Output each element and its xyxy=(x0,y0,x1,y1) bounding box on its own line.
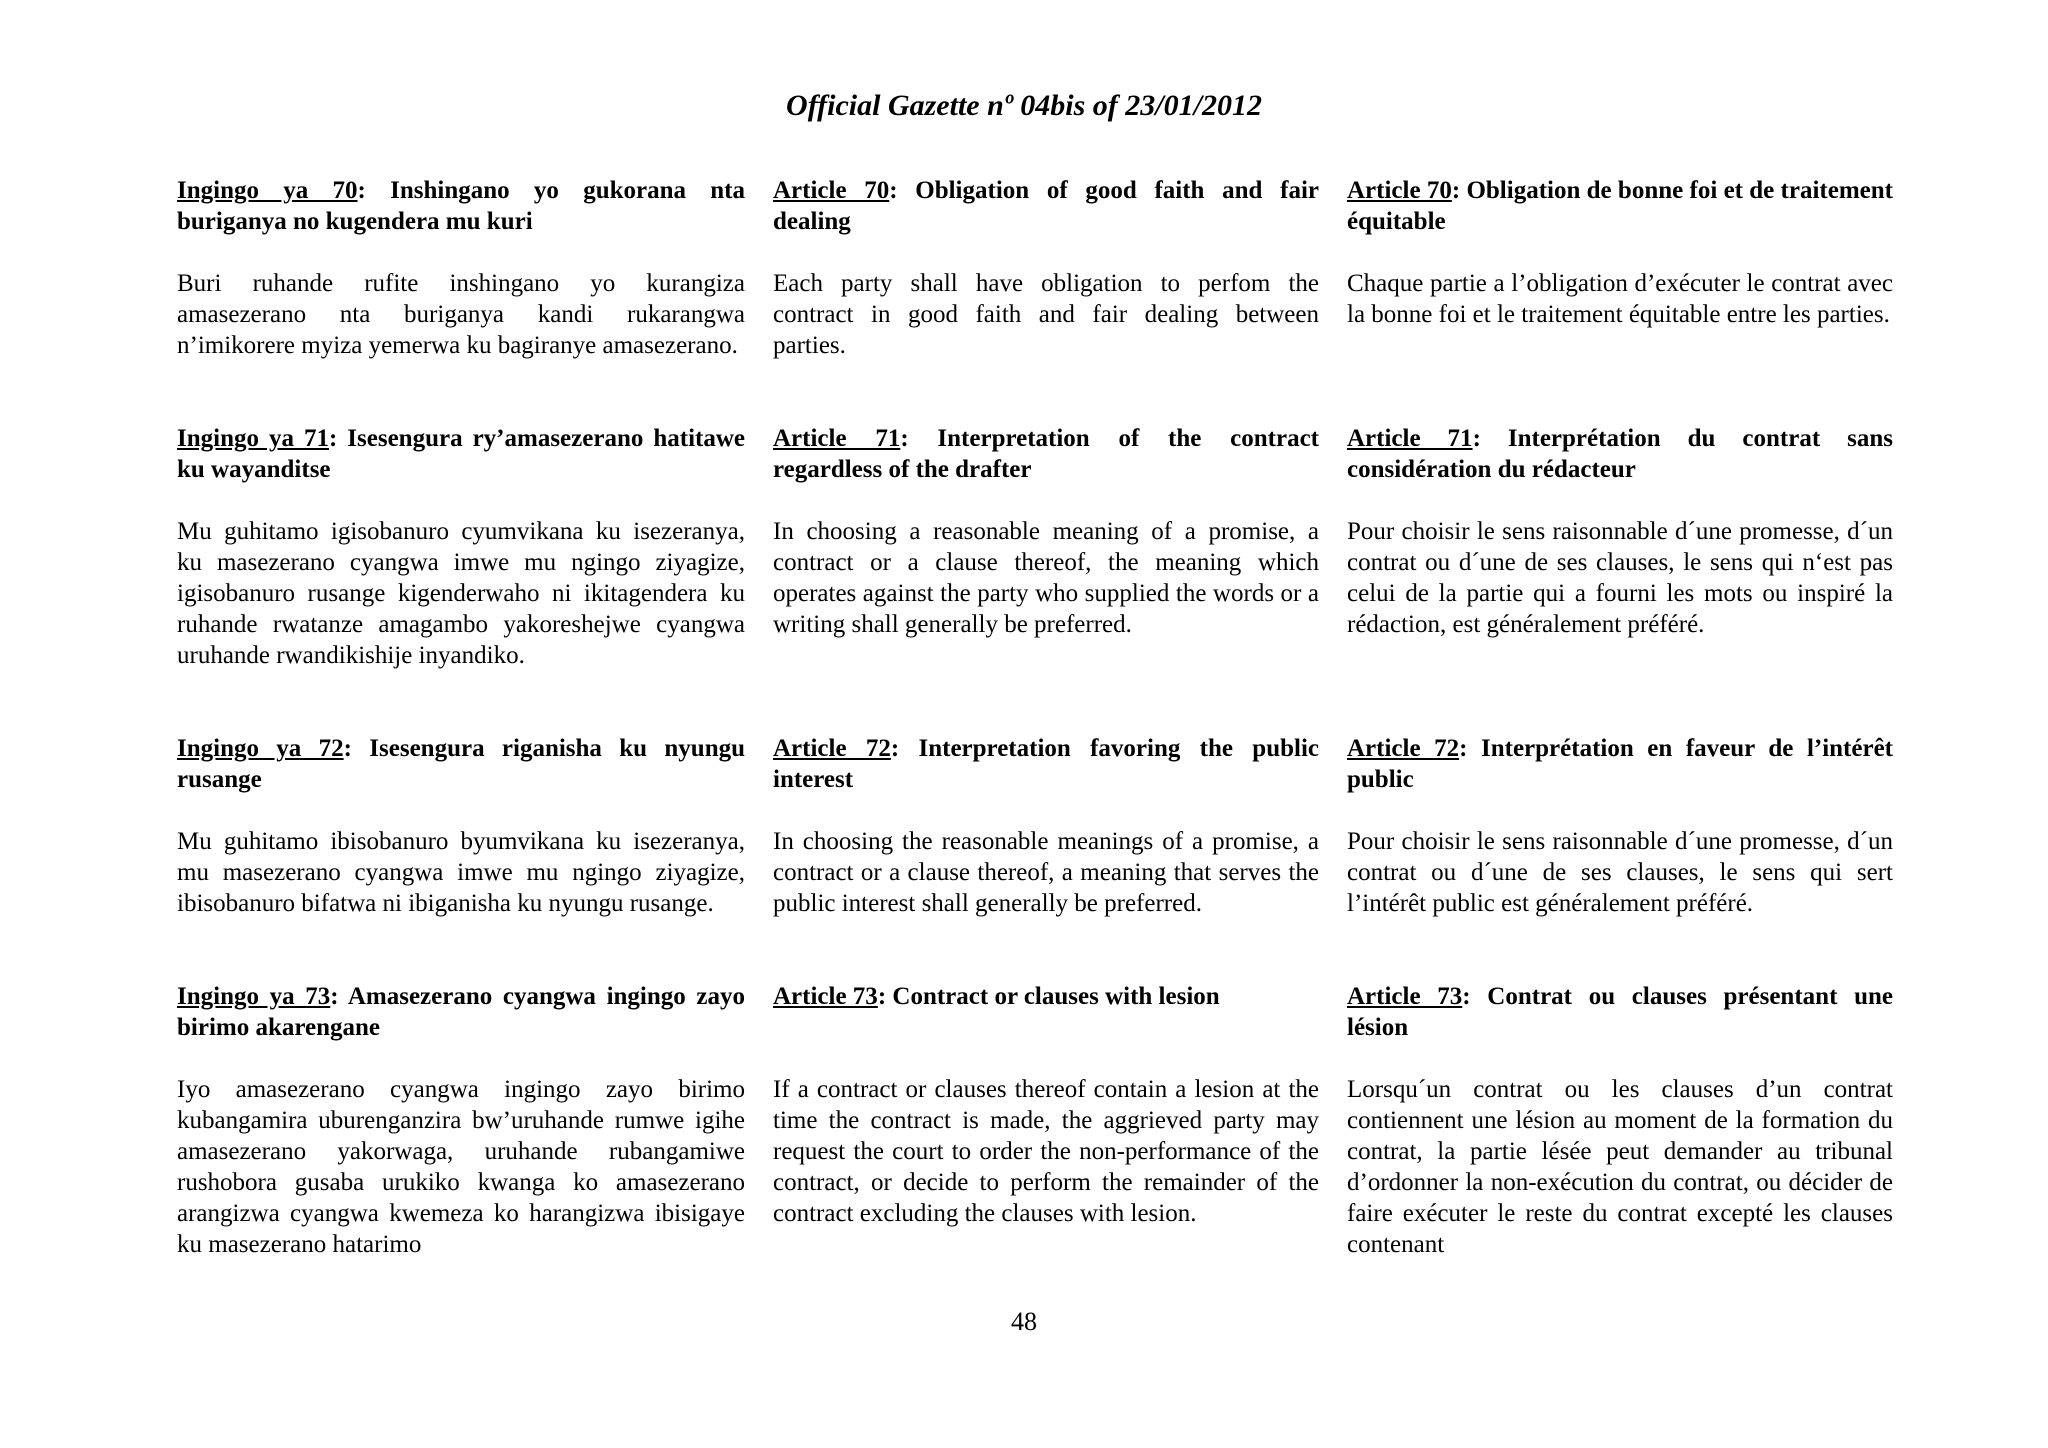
article-heading: : Contract or clauses with lesion xyxy=(877,983,1220,1010)
article-72-body-en: In choosing the reasonable meanings of a promise, a contract or a clause thereof, a meaning that serves the public interest shall generally be preferred. xyxy=(773,828,1319,917)
article-heading: : Obligation of good faith and fair dealing xyxy=(773,177,1319,235)
article-label: Article 72 xyxy=(773,735,891,762)
article-label: Article 70 xyxy=(773,177,890,204)
article-label: Ingingo ya 72 xyxy=(177,735,344,762)
article-heading: : Inshingano yo gukorana nta buriganya no kugendera mu kuri xyxy=(177,177,745,235)
article-72-body-rw: Mu guhitamo ibisobanuro byumvikana ku isezeranya, mu masezerano cyangwa imwe mu ngingo ziyagize, ibisobanuro bifatwa ni ibiganisha ku nyungu rusange. xyxy=(177,828,745,917)
article-label: Article 71 xyxy=(773,425,901,452)
article-label: Ingingo ya 73 xyxy=(177,983,331,1010)
article-70-body-fr: Chaque partie a l’obligation d’exécuter le contrat avec la bonne foi et le traitement équitable entre les parties. xyxy=(1347,270,1893,328)
article-label: Article 70 xyxy=(1347,177,1452,204)
article-71-title-fr xyxy=(1347,423,1893,485)
article-71-body-rw: Mu guhitamo igisobanuro cyumvikana ku isezeranya, ku masezerano cyangwa imwe mu ngingo ziyagize, igisobanuro rusange kigenderwaho ni ikitagendera ku ruhande rwatanze amagambo yakoreshejwe cyangwa uruhande rwandikishije inyandiko. xyxy=(177,518,745,669)
article-70-title-fr xyxy=(1347,175,1893,237)
article-70-title-rw xyxy=(177,175,745,237)
article-label: Ingingo ya 71 xyxy=(177,425,329,452)
article-72-title-fr xyxy=(1347,733,1893,795)
page-number: 48 xyxy=(1011,1307,1037,1336)
article-label: Article 72 xyxy=(1347,735,1460,762)
article-label: Article 73 xyxy=(773,983,878,1010)
article-heading: : Contrat ou clauses présentant une lésion xyxy=(1347,983,1893,1041)
article-heading: : Isesengura riganisha ku nyungu rusange xyxy=(177,735,745,793)
article-70-body-rw: Buri ruhande rufite inshingano yo kurangiza amasezerano nta buriganya kandi rukarangwa n’imikorere myiza yemerwa ku bagiranye amasezerano. xyxy=(177,270,745,359)
article-label: Article 71 xyxy=(1347,425,1473,452)
article-71-body-fr: Pour choisir le sens raisonnable d´une promesse, d´un contrat ou d´une de ses clauses, le sens qui n‘est pas celui de la partie qui a fourni les mots ou inspiré la rédaction, est généralement préféré. xyxy=(1347,518,1893,638)
article-71-title-en xyxy=(773,423,1319,485)
article-heading: : Interpretation of the contract regardless of the drafter xyxy=(773,425,1319,483)
article-71-title-rw xyxy=(177,423,745,485)
article-heading: : Interprétation du contrat sans considération du rédacteur xyxy=(1347,425,1894,483)
article-73-body-en: If a contract or clauses thereof contain a lesion at the time the contract is made, the aggrieved party may request the court to order the non-performance of the contract, or decide to perform the remainder of the contract excluding the clauses with lesion. xyxy=(773,1076,1319,1227)
gazette-header: Official Gazette nº 04bis of 23/01/2012 xyxy=(786,89,1262,122)
article-73-title-rw xyxy=(177,981,745,1043)
article-72-body-fr: Pour choisir le sens raisonnable d´une promesse, d´un contrat ou d´une de ses clauses, le sens qui sert l’intérêt public est généralement préféré. xyxy=(1347,828,1893,917)
article-72-title-en xyxy=(773,733,1319,795)
article-71-body-en: In choosing a reasonable meaning of a promise, a contract or a clause thereof, the meaning which operates against the party who supplied the words or a writing shall generally be preferred. xyxy=(773,518,1319,638)
article-73-title-fr xyxy=(1347,981,1893,1043)
article-70-body-en: Each party shall have obligation to perfom the contract in good faith and fair dealing between parties. xyxy=(773,270,1319,359)
article-heading: : Isesengura ry’amasezerano hatitawe ku wayanditse xyxy=(177,425,745,483)
article-70-title-en xyxy=(773,175,1319,237)
article-heading: : Obligation de bonne foi et de traitement équitable xyxy=(1347,177,1893,235)
article-73-title-en xyxy=(773,981,1319,1012)
article-73-body-rw: Iyo amasezerano cyangwa ingingo zayo birimo kubangamira uburenganzira bw’uruhande rumwe igihe amasezerano yakorwaga, uruhande rubangamiwe rushobora gusaba urukiko kwanga ko amasezerano arangizwa cyangwa kwemeza ko harangizwa ibisigaye ku masezerano hatarimo xyxy=(177,1076,745,1258)
article-72-title-rw xyxy=(177,733,745,795)
article-heading: : Interprétation en faveur de l’intérêt public xyxy=(1347,735,1893,793)
article-label: Ingingo ya 70 xyxy=(177,177,358,204)
article-heading: : Amasezerano cyangwa ingingo zayo birimo akarengane xyxy=(177,983,745,1041)
article-73-body-fr: Lorsqu´un contrat ou les clauses d’un contrat contiennent une lésion au moment de la formation du contrat, la partie lésée peut demander au tribunal d’ordonner la non-exécution du contrat, ou décider de faire exécuter le reste du contrat excepté les clauses contenant xyxy=(1347,1076,1893,1258)
article-label: Article 73 xyxy=(1347,983,1463,1010)
article-heading: : Interpretation favoring the public interest xyxy=(773,735,1320,793)
